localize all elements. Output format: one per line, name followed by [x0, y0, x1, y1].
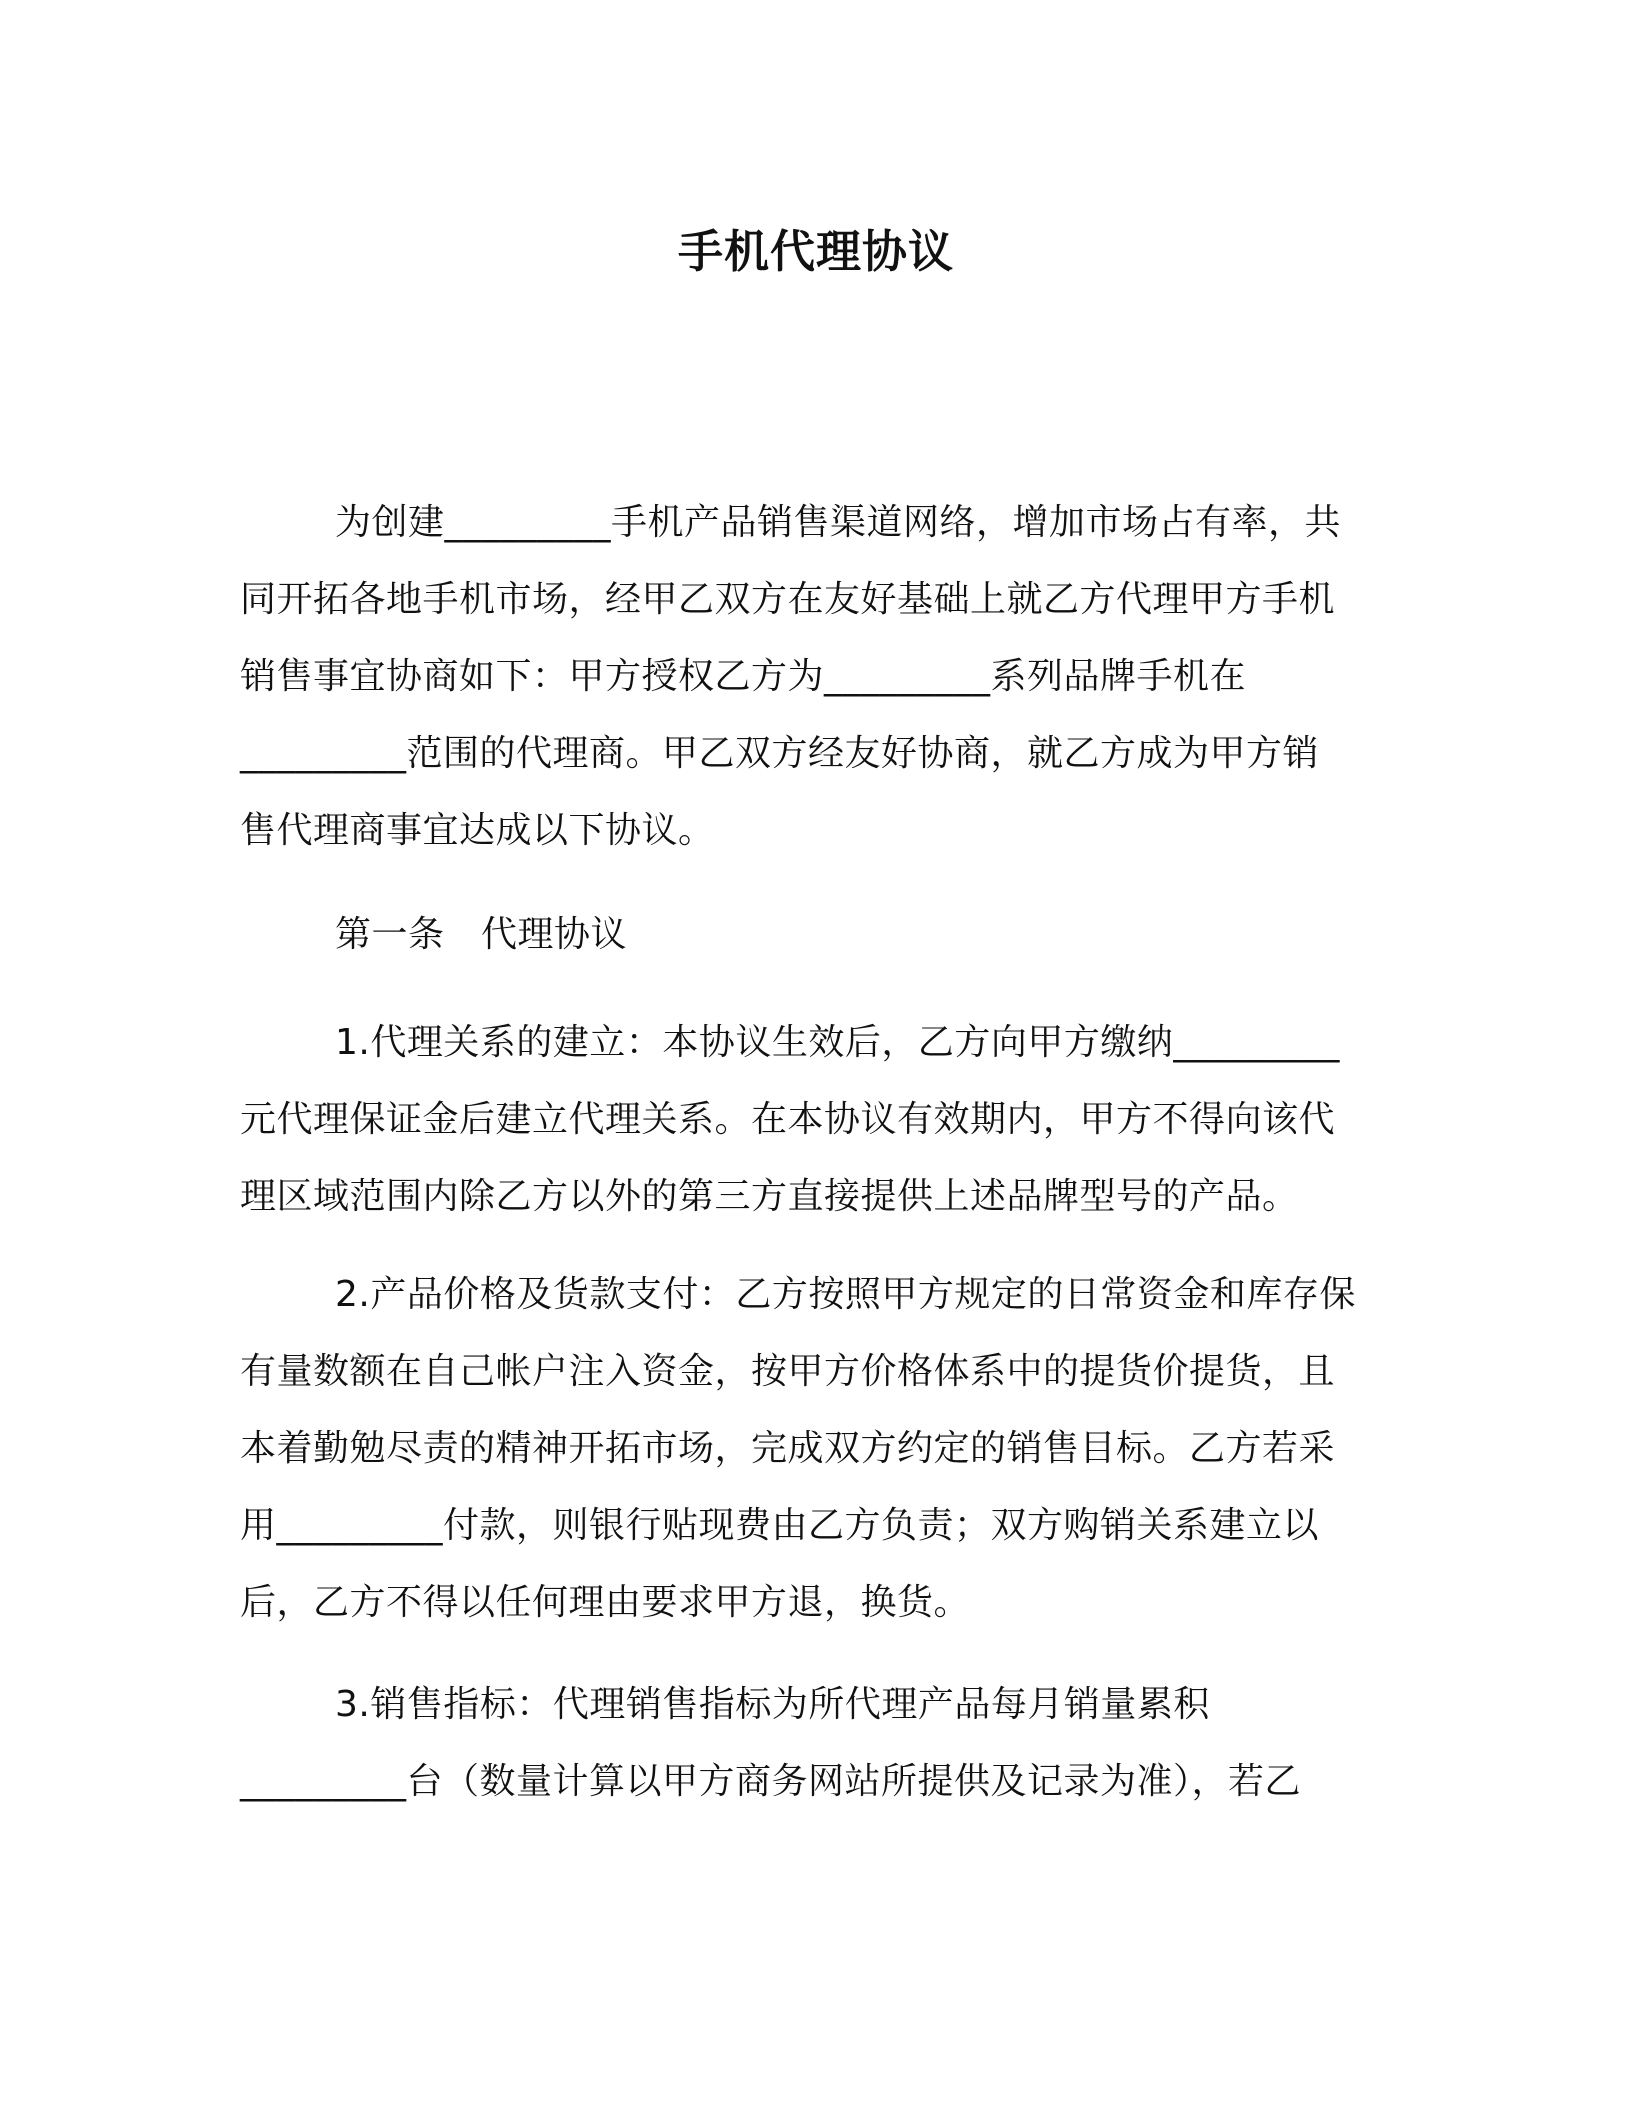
paragraph-line: _________范围的代理商。甲乙双方经友好协商，就乙方成为甲方销	[240, 733, 1320, 774]
paragraph-line: _________台（数量计算以甲方商务网站所提供及记录为准），若乙	[240, 1761, 1302, 1802]
article-1-heading-block	[240, 896, 1390, 973]
intro-paragraph	[240, 484, 1390, 869]
paragraph-line: 售代理商事宜达成以下协议。	[240, 810, 715, 851]
paragraph-line: 用_________付款，则银行贴现费由乙方负责；双方购销关系建立以	[240, 1505, 1320, 1546]
paragraph-line: 有量数额在自己帐户注入资金，按甲方价格体系中的提货价提货，且	[240, 1351, 1336, 1392]
paragraph-line: 为创建_________手机产品销售渠道网络，增加市场占有率，共	[335, 502, 1342, 543]
paragraph-line: 本着勤勉尽责的精神开拓市场，完成双方约定的销售目标。乙方若采	[240, 1428, 1336, 1469]
paragraph-line: 销售事宜协商如下：甲方授权乙方为_________系列品牌手机在	[240, 656, 1247, 697]
clause-1-paragraph	[240, 1004, 1390, 1235]
document-title: 手机代理协议	[677, 225, 954, 278]
paragraph-line: 2.产品价格及货款支付：乙方按照甲方规定的日常资金和库存保	[335, 1274, 1356, 1315]
paragraph-line: 同开拓各地手机市场，经甲乙双方在友好基础上就乙方代理甲方手机	[240, 579, 1336, 620]
paragraph-line: 3.销售指标：代理销售指标为所代理产品每月销量累积	[335, 1684, 1210, 1725]
clause-2-paragraph	[240, 1256, 1390, 1641]
paragraph-line: 1.代理关系的建立：本协议生效后，乙方向甲方缴纳_________	[335, 1022, 1340, 1063]
paragraph-line: 元代理保证金后建立代理关系。在本协议有效期内，甲方不得向该代	[240, 1099, 1336, 1140]
clause-3-paragraph	[240, 1666, 1390, 1820]
paragraph-line: 理区域范围内除乙方以外的第三方直接提供上述品牌型号的产品。	[240, 1176, 1299, 1217]
paragraph-line: 后，乙方不得以任何理由要求甲方退，换货。	[240, 1582, 971, 1623]
article-1-heading: 第一条 代理协议	[335, 914, 628, 955]
